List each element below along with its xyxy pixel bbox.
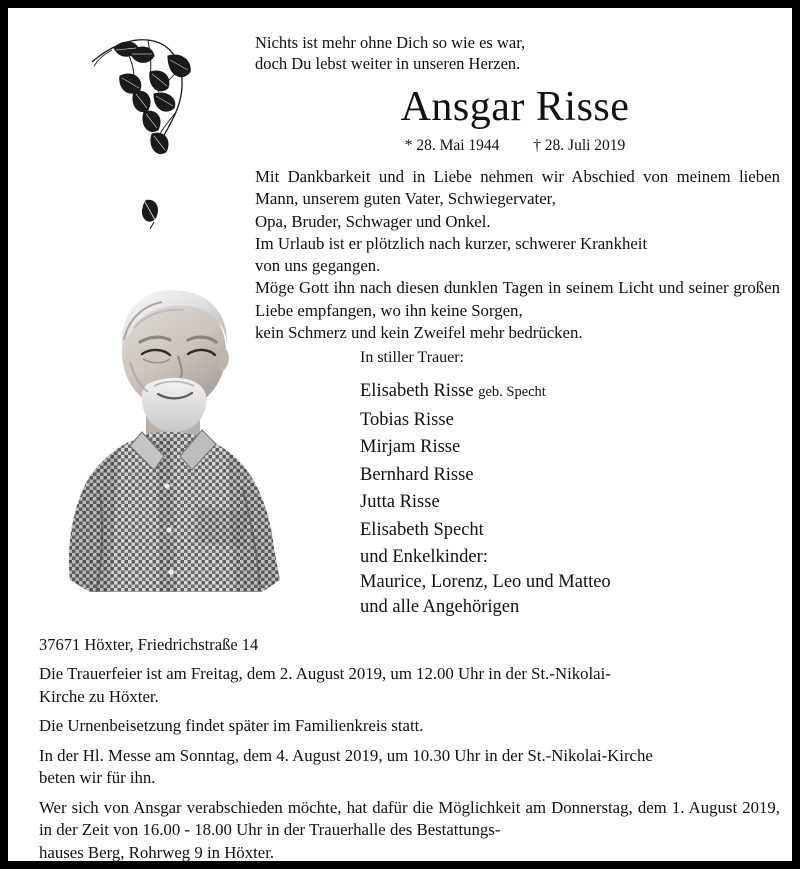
mourners-list — [360, 378, 760, 620]
body-p1-line-1: Mit Dankbarkeit und in Liebe nehmen wir Abschied von — [255, 167, 669, 186]
mourner-name: Bernhard Risse — [360, 464, 474, 485]
farewell-line-2: dem 1. August 2019, in der Zeit von 16.00 - 18.00 Uhr in der Trauerhalle des Bestattungs- — [39, 797, 780, 839]
grandchildren-names: Maurice, Lorenz, Leo und Matteo — [360, 571, 611, 592]
body-paragraph-3 — [255, 277, 780, 344]
ceremony-line-1: Die Trauerfeier ist am Freitag, dem 2. August 2019, um 12.00 Uhr in der St.-Nikolai- — [39, 664, 611, 683]
body-paragraph-2 — [255, 233, 780, 278]
body-p1-last: Opa, Bruder, Schwager und Onkel. — [255, 211, 491, 231]
body-p2-line-1: Im Urlaub ist er plötzlich nach kurzer, schwerer Krankheit — [255, 233, 648, 253]
mourner-primary — [360, 378, 760, 407]
birth-date: 28. Mai 1944 — [416, 137, 500, 154]
mass-line-1: In der Hl. Messe am Sonntag, dem 4. August 2019, um 10.30 Uhr in der St.-Nikolai-Kirche — [39, 745, 653, 765]
quote-line-1: Nichts ist mehr ohne Dich so wie es war, — [255, 33, 526, 52]
body-p3-line-2: und seiner großen Liebe empfangen, wo ihn keine Sorgen, — [255, 278, 780, 320]
farewell-last: hauses Berg, Rohrweg 9 in Höxter. — [39, 842, 275, 861]
opening-quote — [255, 32, 775, 74]
body-p3-line-1: Möge Gott ihn nach diesen dunklen Tagen in seinem Licht — [255, 278, 654, 298]
mourner-name: Jutta Risse — [360, 492, 440, 513]
funeral-details — [39, 663, 780, 861]
farewell-paragraph — [39, 797, 780, 862]
mass-last: beten wir für ihn. — [39, 768, 156, 787]
ceremony-last: Kirche zu Höxter. — [39, 686, 159, 706]
leaf-branch-icon — [90, 26, 210, 206]
birth-symbol: * — [404, 137, 413, 154]
burial-text: Die Urnenbeisetzung findet später im Familienkreis statt. — [39, 716, 424, 735]
burial-paragraph — [39, 715, 780, 738]
death-symbol: † — [533, 137, 541, 154]
body-p1-line-2: meinem lieben Mann, unserem guten Vater, Schwiegervater, — [255, 167, 780, 209]
grandchildren-label: und Enkelkinder: — [360, 546, 488, 567]
body-paragraph-1 — [255, 166, 780, 233]
obituary-inner — [8, 8, 792, 861]
mourner-primary-suffix: geb. Specht — [478, 384, 546, 400]
quote-line-2: doch Du lebst weiter in unseren Herzen. — [255, 54, 521, 73]
address-line: 37671 Höxter, Friedrichstraße 14 — [39, 635, 259, 654]
falling-leaf-icon — [134, 196, 164, 232]
mourner-primary-name: Elisabeth Risse — [360, 381, 474, 401]
mourner-name: Elisabeth Specht — [360, 519, 484, 540]
mass-paragraph — [39, 745, 780, 790]
mourner-name: Mirjam Risse — [360, 437, 461, 458]
mourners-closing: und alle Angehörigen — [360, 596, 520, 617]
mourners-heading: In stiller Trauer: — [360, 349, 464, 366]
body-p3-last: kein Schmerz und kein Zweifel mehr bedrücken. — [255, 323, 583, 343]
farewell-line-1: Wer sich von Ansgar verabschieden möchte, hat dafür die Möglichkeit am Donnerstag, — [39, 797, 633, 817]
obituary-body — [255, 166, 780, 344]
death-date: 28. Juli 2019 — [544, 137, 626, 154]
mourner-name: Tobias Risse — [360, 409, 454, 430]
ceremony-paragraph — [39, 663, 780, 708]
body-p2-last: von uns gegangen. — [255, 256, 381, 276]
deceased-name: Ansgar Risse — [400, 84, 630, 130]
life-dates — [255, 136, 775, 155]
